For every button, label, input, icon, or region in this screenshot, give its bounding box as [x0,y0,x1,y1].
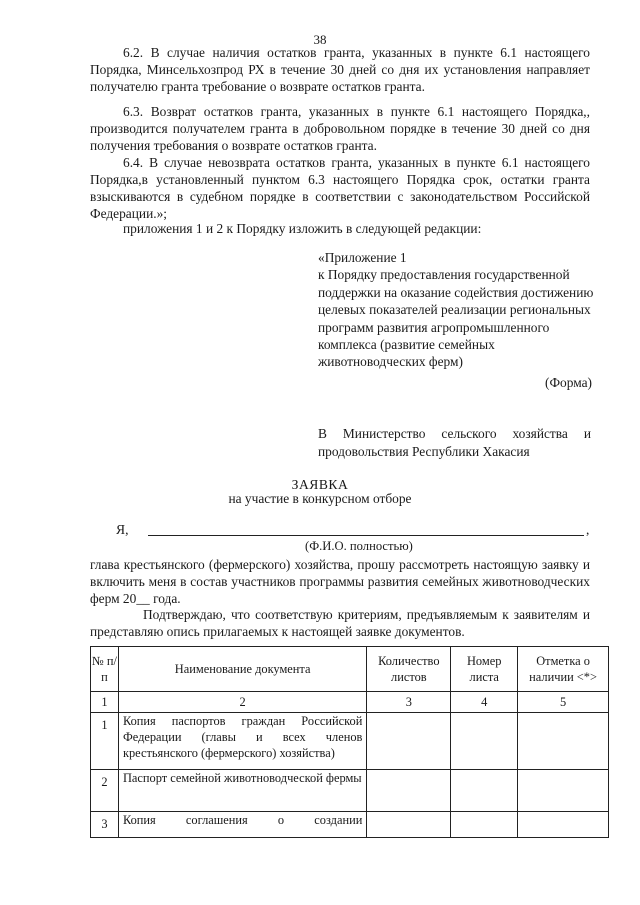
applicant-name-hint: (Ф.И.О. полностью) [305,539,413,553]
row-number: 3 [91,812,119,838]
application-title: ЗАЯВКА [291,477,349,492]
paragraph-appendix-note: приложения 1 и 2 к Порядку изложить в следующей редакции: [123,221,482,236]
applicant-name-line [148,535,584,536]
page-number: 38 [313,32,327,47]
paragraph-6-2: 6.2. В случае наличия остатков гранта, указанных в пункте 6.1 настоящего Порядка, Минсельхозпрод РХ в течение 30 дней со дня их установления направляет получателю гранта требование о возврате остатков гранта. [90,45,590,94]
documents-table [90,646,609,838]
confirmation-paragraph: Подтверждаю, что соответствую критериям, предъявляемым к заявителям и представляю опись прилагаемых к настоящей заявке документов. [90,607,590,639]
applicant-request-paragraph: глава крестьянского (фермерского) хозяйства, прошу рассмотреть настоящую заявку и включить меня в состав участников программы развития семейных животноводческих ферм 20__ года. [90,557,590,606]
recipient-address: В Министерство сельского хозяйства и продовольствия Республики Хакасия [318,426,591,459]
application-subtitle: на участие в конкурсном отборе [228,491,412,506]
paragraph-6-3: 6.3. Возврат остатков гранта, указанных в пункте 6.1 настоящего Порядка,, производится получателем гранта в добровольном порядке в течение 30 дней со дня получения требования о возврате остатков гранта. [90,104,590,153]
header-sheet-count: Количество листов [367,647,451,692]
presence-mark-cell [518,713,609,770]
presence-mark-cell [518,812,609,838]
column-number: 3 [367,692,451,713]
row-number: 1 [91,713,119,770]
sheet-number-cell [451,812,518,838]
column-number: 2 [118,692,366,713]
header-sheet-number: Номер листа [451,647,518,692]
appendix-header [318,249,598,371]
sheet-count-cell [367,812,451,838]
sheet-number-cell [451,770,518,812]
applicant-suffix: , [586,522,590,537]
document-name: Копия соглашения о создании [118,812,366,838]
header-presence-mark: Отметка о наличии <*> [518,647,609,692]
presence-mark-cell [518,770,609,812]
appendix-description: к Порядку предоставления государственной поддержки на оказание содействия достижению целевых показателей реализации региональных программ развития агропромышленного комплекса (развитие семейных животноводческих ферм) [318,267,594,370]
column-number: 1 [91,692,119,713]
column-number: 4 [451,692,518,713]
header-number: № п/п [91,647,119,692]
document-name: Паспорт семейной животноводческой фермы [118,770,366,812]
table-row [91,770,609,812]
table-header-row [91,647,609,692]
sheet-number-cell [451,713,518,770]
column-number-row [91,692,609,713]
applicant-prefix: Я, [116,522,129,537]
document-name: Копия паспортов граждан Российской Федерации (главы и всех членов крестьянского (фермерского) хозяйства) [118,713,366,770]
sheet-count-cell [367,713,451,770]
appendix-title: «Приложение 1 [318,250,407,265]
table-row [91,812,609,838]
column-number: 5 [518,692,609,713]
table-row [91,713,609,770]
form-label: (Форма) [544,375,592,390]
sheet-count-cell [367,770,451,812]
row-number: 2 [91,770,119,812]
paragraph-6-4: 6.4. В случае невозврата остатков гранта, указанных в пункте 6.1 настоящего Порядка,в установленный пунктом 6.3 настоящего Порядка срок, остатки гранта взыскиваются в судебном порядке в соответствии с законодательством Российской Федерации.»; [90,155,590,221]
header-document-name: Наименование документа [118,647,366,692]
